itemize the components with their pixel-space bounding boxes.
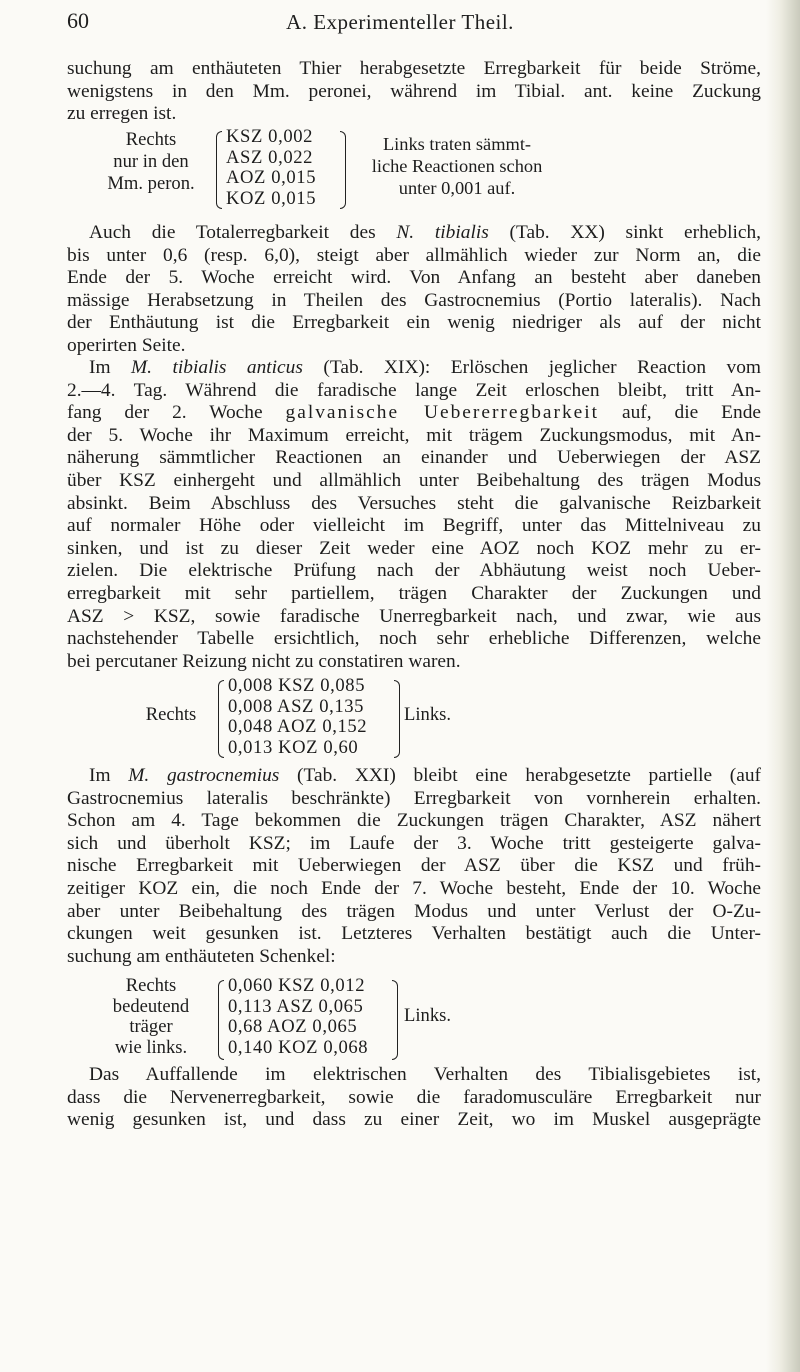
- table-row: 0,060 KSZ 0,012: [228, 975, 366, 996]
- text-line: Das Auffallende im elektrischen Verhalten des Tibialisgebietes ist,: [89, 1064, 761, 1085]
- table-row: 0,013 KOZ 0,60: [228, 736, 359, 758]
- text-line: der 5. Woche ihr Maximum erreicht, mit trägem Zuckungsmodus, mit An-: [67, 424, 761, 446]
- label-line: Mm. peron.: [107, 173, 195, 194]
- text-line: Im M. tibialis anticus (Tab. XIX): Erlöschen jeglicher Reaction vom: [89, 357, 761, 378]
- text-line: sich und überholt KSZ; im Laufe der 3. Woche tritt gesteigerte galva-: [67, 832, 761, 854]
- table-row: ASZ 0,022: [226, 146, 314, 168]
- paragraph-4: [67, 765, 761, 968]
- table-3: [0, 976, 800, 1068]
- table-2-left-label: Rechts: [145, 704, 197, 725]
- table-3-values: [228, 976, 368, 1058]
- running-title: A. Experimenteller Theil.: [286, 10, 514, 34]
- right-brace: [392, 980, 398, 1060]
- label-line: wie links.: [114, 1036, 188, 1058]
- table-row: 0,008 KSZ 0,085: [228, 675, 366, 696]
- text-line: zeitiger KOZ ein, die noch Ende der 7. Woche besteht, Ende der 10. Woche: [67, 877, 761, 899]
- table-1-left-label: [96, 129, 206, 195]
- text-line: zielen. Die elektrische Prüfung nach der Abhäutung weist noch Ueber-: [67, 560, 761, 582]
- table-row: AOZ 0,015: [226, 167, 317, 189]
- note-line: unter 0,001 auf.: [398, 178, 516, 198]
- text-line: erregbarkeit mit sehr partiellem, trägen Charakter der Zuckungen und: [67, 582, 761, 604]
- text-line: über KSZ einhergeht und allmählich unter Beibehaltung des trägen Modus: [67, 469, 761, 491]
- paragraph-5: [67, 1064, 761, 1132]
- text-line: Ende der 5. Woche erreicht wird. Von Anfang an besteht aber daneben: [67, 267, 761, 289]
- text-line: 2.—4. Tag. Während die faradische lange Zeit erloschen bleibt, tritt An-: [67, 379, 761, 401]
- table-row: KOZ 0,015: [226, 187, 317, 209]
- text-line: der Enthäutung ist die Erregbarkeit ein wenig niedriger als auf der nicht: [67, 312, 761, 334]
- left-brace: [218, 980, 224, 1060]
- paragraph-2: [67, 222, 761, 358]
- label-line: nur in den: [113, 151, 189, 172]
- text-line: ckungen weit gesunken ist. Letzteres Verhalten bestätigt auch die Unter-: [67, 923, 761, 945]
- table-row: 0,140 KOZ 0,068: [228, 1036, 369, 1058]
- page-number: 60: [67, 8, 89, 33]
- table-3-right-label: Links.: [404, 1005, 452, 1026]
- right-brace: [340, 131, 346, 209]
- text-line: mässige Herabsetzung in Theilen des Gastrocnemius (Portio lateralis). Nach: [67, 289, 761, 311]
- table-row: 0,048 AOZ 0,152: [228, 716, 368, 738]
- text-line: dass die Nervenerregbarkeit, sowie die faradomusculäre Erregbarkeit nur: [67, 1086, 761, 1108]
- text-line: suchung am enthäuteten Schenkel:: [67, 945, 336, 967]
- text-line: zu erregen ist.: [67, 103, 177, 125]
- left-brace: [216, 131, 222, 209]
- label-line: bedeutend: [112, 995, 190, 1017]
- note-line: Links traten sämmt-: [382, 134, 532, 154]
- text-line: suchung am enthäuteten Thier herabgesetzte Erregbarkeit für beide Ströme,: [67, 58, 761, 79]
- note-line: liche Reactionen schon: [371, 156, 543, 176]
- table-row: 0,008 ASZ 0,135: [228, 695, 365, 717]
- table-1-right-note: [352, 133, 562, 199]
- table-row: 0,113 ASZ 0,065: [228, 995, 364, 1017]
- text-line: näherung sämmtlicher Reactionen an einander und Ueberwiegen der ASZ: [67, 447, 761, 469]
- table-2: [0, 676, 800, 766]
- table-2-right-label: Links.: [404, 704, 452, 725]
- label-line: Rechts: [125, 975, 177, 996]
- text-line: Auch die Totalerregbarkeit des N. tibialis (Tab. XX) sinkt erheblich,: [89, 222, 761, 243]
- text-line: absinkt. Beim Abschluss des Versuches steht die galvanische Reizbarkeit: [67, 492, 761, 514]
- text-line: fang der 2. Woche galvanische Uebererregbarkeit auf, die Ende: [67, 402, 761, 424]
- table-1: [0, 127, 800, 217]
- text-line: bei percutaner Reizung nicht zu constatiren waren.: [67, 650, 461, 672]
- text-line: wenigstens in den Mm. peronei, während im Tibial. ant. keine Zuckung: [67, 80, 761, 102]
- text-line: operirten Seite.: [67, 334, 186, 356]
- text-line: Gastrocnemius lateralis beschränkte) Erregbarkeit von vornherein erhalten.: [67, 787, 761, 809]
- text-line: Schon am 4. Tage bekommen die Zuckungen trägen Charakter, ASZ nähert: [67, 810, 761, 832]
- text-line: sinken, und ist zu dieser Zeit weder eine AOZ noch KOZ mehr zu er-: [67, 537, 761, 559]
- table-2-values: [228, 676, 367, 758]
- text-line: Im M. gastrocnemius (Tab. XXI) bleibt eine herabgesetzte partielle (auf: [89, 765, 761, 786]
- text-line: nische Erregbarkeit mit Ueberwiegen der ASZ über die KSZ und früh-: [67, 855, 761, 877]
- right-brace: [394, 680, 400, 758]
- text-line: aber unter Beibehaltung des trägen Modus und unter Verlust der O-Zu-: [67, 900, 761, 922]
- left-brace: [218, 680, 224, 758]
- paragraph-3: [67, 357, 761, 673]
- table-row: KSZ 0,002: [226, 126, 314, 147]
- text-line: ASZ > KSZ, sowie faradische Unerregbarkeit nach, und zwar, wie aus: [67, 605, 761, 627]
- label-line: träger: [129, 1016, 173, 1038]
- text-line: auf normaler Höhe oder vielleicht im Begriff, unter das Mittelniveau zu: [67, 515, 761, 537]
- table-row: 0,68 AOZ 0,065: [228, 1016, 358, 1038]
- text-line: nachstehender Tabelle ersichtlich, noch sehr erhebliche Differenzen, welche: [67, 628, 761, 650]
- text-line: bis unter 0,6 (resp. 6,0), steigt aber allmählich wieder zur Norm an, die: [67, 244, 761, 266]
- table-1-values: [226, 127, 316, 209]
- paragraph-1: [67, 58, 761, 126]
- text-line: wenig gesunken ist, und dass zu einer Zeit, wo im Muskel ausgeprägte: [67, 1109, 761, 1131]
- table-3-left-label: [96, 976, 206, 1058]
- label-line: Rechts: [125, 129, 177, 150]
